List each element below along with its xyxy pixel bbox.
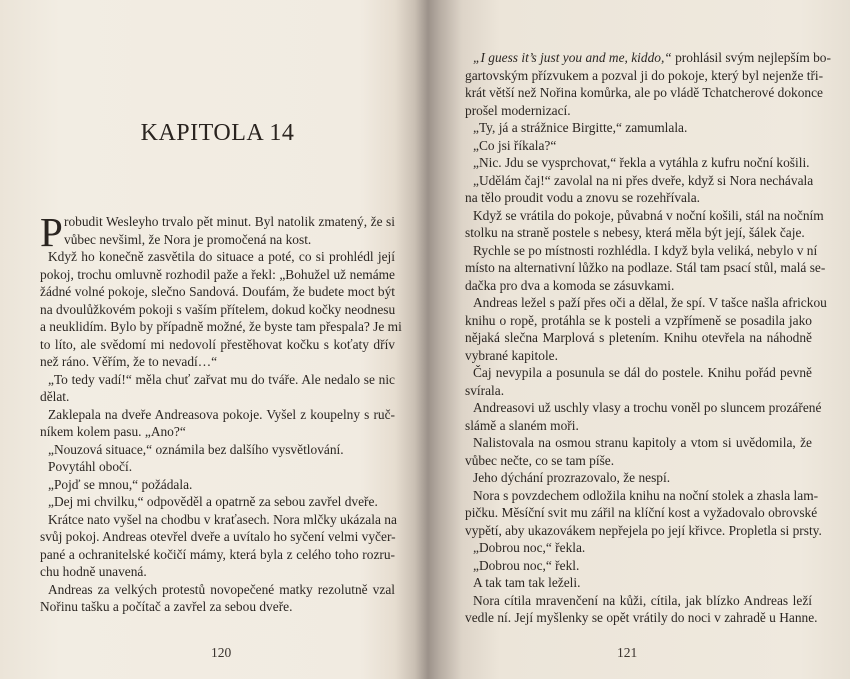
text-line: Když se vrátila do pokoje, půvabná v noční košili, stál na nočním: [473, 207, 824, 223]
paragraph: [465, 487, 822, 540]
text-line: místo na alternativní lůžko na podlaze. Stál tam psací stůl, malá se-: [465, 260, 826, 275]
paragraph: [465, 294, 827, 364]
text-line: vedle ní. Její myšlenky se opět vrátily do noci v zahradě u Hanne.: [465, 610, 818, 625]
text-line: Když ho konečně zasvětila do situace a poté, co si prohlédl její: [48, 249, 395, 264]
text-line: nějaká slečna Marplová s pletením. Knihu otevřela na náhodně: [465, 330, 812, 345]
text-line: pičku. Měsíční svit mu zářil na klíční kost a vyžadovalo obrovské: [465, 505, 818, 520]
paragraph: [40, 581, 395, 616]
text-line: „Nouzová situace,“ oznámila bez dalšího vysvětlování.: [48, 441, 344, 457]
text-line: Rychle se po místnosti rozhlédla. I když byla veliká, nebylo v ní: [473, 242, 818, 258]
text-line: Nalistovala na osmou stranu kapitoly a vtom si uvědomila, že: [473, 435, 812, 450]
text-line: [465, 49, 831, 67]
text-line: na tělo proudit vodu a znovu se rozehřívala.: [465, 190, 701, 205]
text-line: „Dobrou noc,“ řekla.: [473, 540, 586, 555]
paragraph: [465, 469, 812, 487]
text-line: žádné volné pokoje, slečno Sandová. Doufám, že budete moct být: [40, 284, 395, 299]
paragraph: [40, 441, 395, 459]
text-line: vůbec nečte, co se tam píše.: [465, 452, 615, 468]
text-line: Krátce nato vyšel na chodbu v kraťasech. Nora mlčky ukázala na: [48, 511, 397, 527]
chapter-title: KAPITOLA 14: [140, 120, 295, 146]
text-line: Čaj nevypila a posunula se dál do postele. Knihu pořád pevně: [473, 365, 812, 380]
text-line: dačka pro dva a komoda se zásuvkami.: [465, 277, 675, 293]
paragraph: [465, 399, 822, 434]
text-line: chu hodně unavená.: [40, 564, 147, 579]
text-line: „Pojď se mnou,“ požádala.: [48, 476, 193, 492]
text-line: než ráno. Věřím, že to nevadí…“: [40, 354, 218, 369]
text-line: A tak tam tak leželi.: [473, 575, 581, 590]
paragraph: [465, 434, 812, 469]
text-line: Povytáhl obočí.: [48, 459, 133, 474]
paragraph: [465, 172, 812, 207]
text-line: „Dej mi chvilku,“ odpověděl a opatrně za sebou zavřel dveře.: [48, 494, 378, 509]
text-line: to líto, ale svědomí mi nedovolí přestěhovat kočku s koťaty dřív: [40, 336, 395, 352]
left-page-text: [40, 209, 402, 616]
paragraph: [465, 592, 818, 627]
text-line: slámě a slaném moři.: [465, 417, 579, 433]
paragraph: [465, 49, 831, 119]
text-line: a neuklidím. Bylo by případně možné, že byste tam přespala? Je mi: [40, 319, 402, 334]
text-line: pokoj, trochu omluvně rozhodil paže a řekl: „Bohužel už nemáme: [40, 266, 395, 282]
text-line: na dvoulůžkovém pokoji s vaším přítelem, dokud kočky neodnesu: [40, 301, 396, 317]
paragraph: [40, 406, 395, 441]
text-line: stolku na straně postele s nebesy, která měla být její, šálek čaje.: [465, 225, 805, 240]
text-line: „Nic. Jdu se vysprchovat,“ řekla a vytáhla z kufru noční košili.: [473, 155, 810, 170]
right-page-text: [465, 49, 831, 627]
paragraph: [465, 119, 812, 137]
text-line: níkem kolem pasu. „Ano?“: [40, 424, 186, 439]
paragraph: [40, 248, 402, 371]
text-line: Andreas za velkých protestů novopečené matky rezolutně vzal: [48, 581, 395, 597]
paragraph: [465, 154, 812, 172]
page-number-left: 120: [211, 645, 232, 660]
text-line: knihu o ropě, protáhla se k posteli a vzpřímeně se posadila jako: [465, 312, 812, 328]
text-line: robudit Wesleyho trvalo pět minut. Byl natolik zmatený, že si: [64, 214, 395, 229]
paragraph: [465, 242, 826, 295]
text-line: Nora s povzdechem odložila knihu na noční stolek a zhasla lam-: [473, 487, 819, 503]
text-line: prošel modernizací.: [465, 102, 571, 118]
text-line: gartovským přízvukem a pozval ji do pokoje, který byl nejenže tři-: [465, 67, 824, 83]
paragraph: [465, 539, 812, 557]
paragraph: [465, 137, 812, 155]
paragraph: [465, 364, 812, 399]
text-line: Nora cítila mravenčení na kůži, cítila, jak blízko Andreas leží: [473, 592, 812, 608]
paragraph: [40, 209, 395, 255]
text-line: dělat.: [40, 389, 70, 404]
text-line-rest: prohlásil svým nejlepším bo-: [671, 50, 831, 65]
italic-quote: „I guess it’s just you and me, kiddo,“: [473, 50, 672, 65]
paragraph: [40, 511, 395, 581]
paragraph: [40, 493, 395, 511]
text-line: „Dobrou noc,“ řekl.: [473, 557, 580, 573]
text-line: Jeho dýchání prozrazovalo, že nespí.: [473, 470, 671, 485]
drop-cap: P: [40, 209, 63, 255]
text-line: „Co jsi říkala?“: [473, 137, 557, 153]
text-line: svůj pokoj. Andreas otevřel dveře a uvítalo ho syčení velmi vyčer-: [40, 529, 396, 544]
text-line: pané a ochranitelské kočičí mámy, která byla z celého toho rozru-: [40, 546, 395, 562]
text-line: Zaklepala na dveře Andreasova pokoje. Vyšel z koupelny s ruč-: [48, 406, 395, 422]
text-line: vůbec nevšiml, že Nora je promočená na kost.: [64, 231, 312, 247]
text-line: vypětí, aby ukazovákem nepřejela po její křivce. Propletla si prsty.: [465, 522, 822, 538]
text-line: Andreasovi už uschly vlasy a trochu voněl po sluncem prozářené: [473, 400, 822, 415]
text-line: krát větší než Nořina komůrka, ale po vládě Tchatcherové dokonce: [465, 85, 823, 100]
paragraph: [465, 557, 812, 575]
paragraph: [465, 574, 812, 592]
text-line: „Ty, já a strážnice Birgitte,“ zamumlala.: [473, 120, 688, 135]
text-line: Andreas ležel s paží přes oči a dělal, že spí. V tašce našla africkou: [473, 295, 827, 310]
paragraph: [40, 458, 395, 476]
page-number-right: 121: [617, 645, 638, 660]
paragraph: [40, 476, 395, 494]
paragraph: [40, 371, 395, 406]
text-line: „Udělám čaj!“ zavolal na ni přes dveře, když si Nora nechávala: [473, 172, 814, 188]
text-line: vybrané kapitole.: [465, 347, 558, 363]
text-line: „To tedy vadí!“ měla chuť zařvat mu do tváře. Ale nedalo se nic: [48, 371, 395, 387]
paragraph: [465, 207, 824, 242]
text-line: svírala.: [465, 382, 505, 398]
text-line: Nořinu tašku a počítač a zavřel za sebou dveře.: [40, 599, 293, 614]
